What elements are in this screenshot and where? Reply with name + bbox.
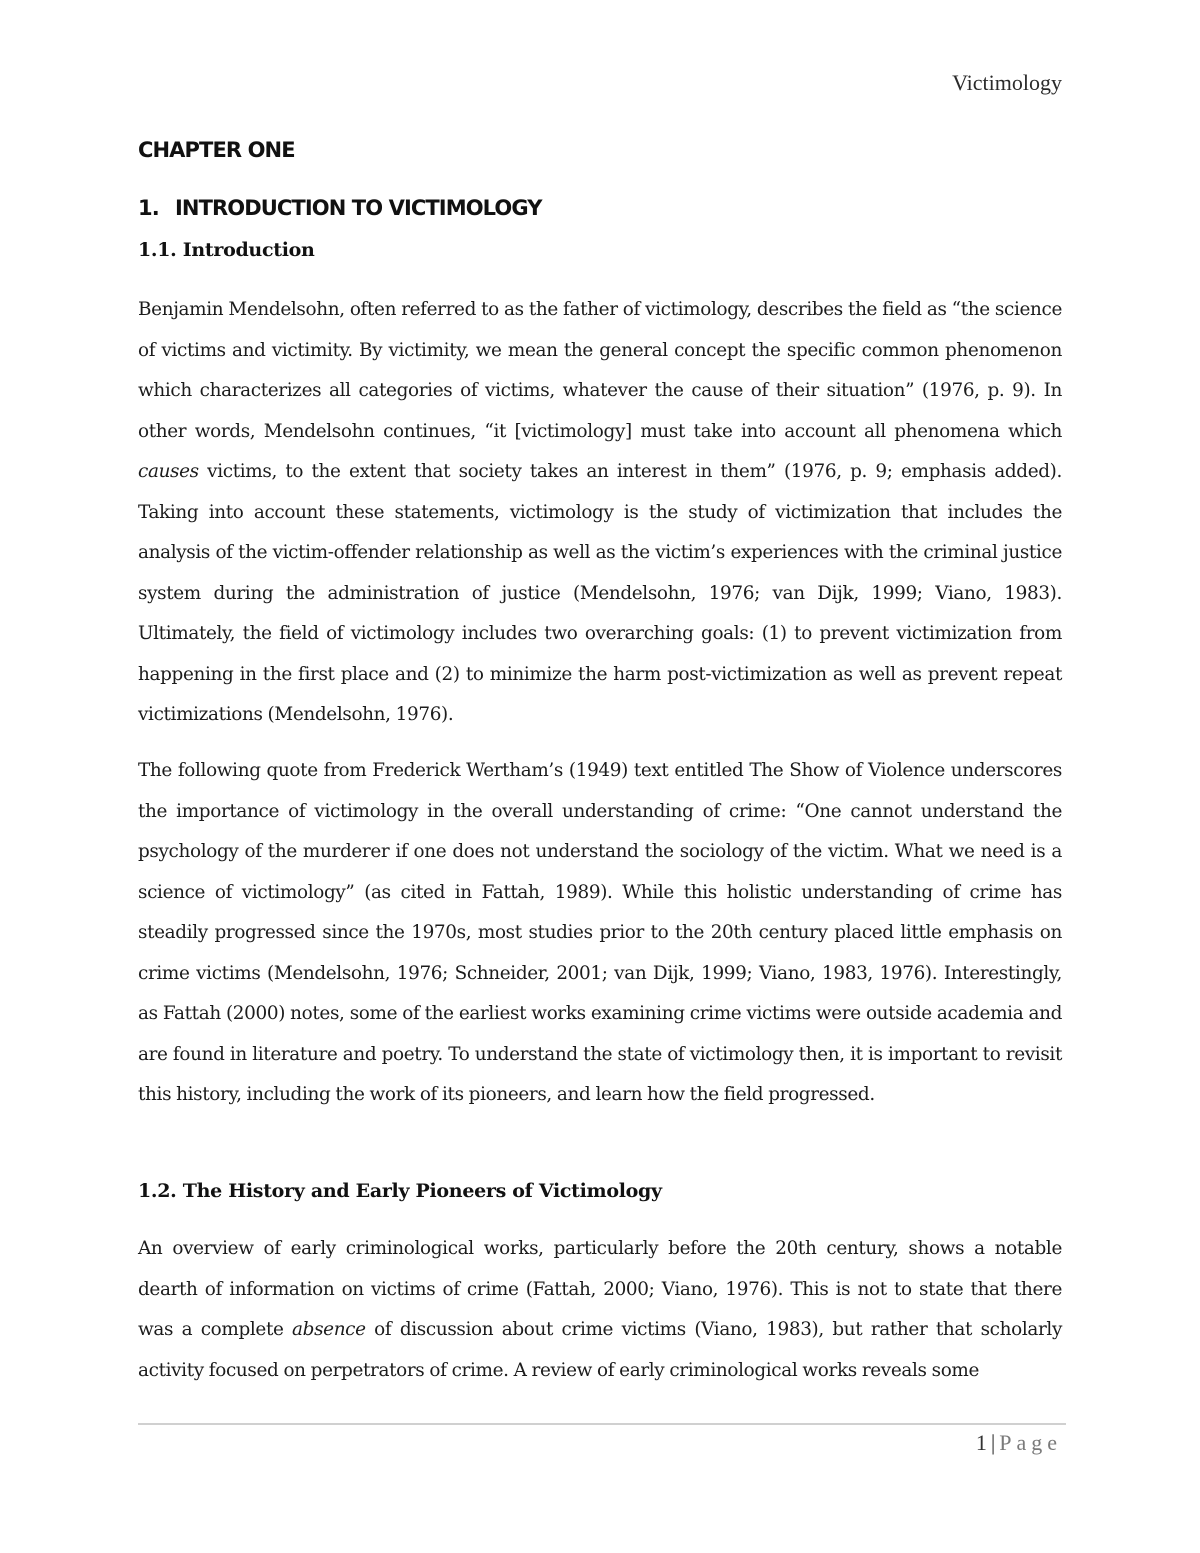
section-number: 1. (138, 196, 159, 220)
page-separator: | (990, 1430, 996, 1455)
footer-divider (138, 1423, 1066, 1425)
emphasis-text: absence (292, 1319, 366, 1340)
paragraph-mendelsohn (138, 290, 1062, 736)
section-heading (138, 196, 542, 220)
running-header: Victimology (952, 70, 1062, 95)
emphasis-text: causes (138, 461, 199, 482)
section-title: INTRODUCTION TO VICTIMOLOGY (175, 196, 542, 220)
paragraph-text: Benjamin Mendelsohn, often referred to as the father of victimology, describes the field as “the science of victims and victimity. By victimity, we mean the general concept the specific common phenomenon which characterizes all categories of victims, whatever the cause of their situation” (1976, p. 9). In other words, Mendelsohn continues, “it [victimology] must take into account all phenomena which (138, 299, 1062, 442)
chapter-title: CHAPTER ONE (138, 138, 295, 162)
paragraph-text: of discussion about crime victims (Viano, 1983), but rather that scholarly activity focused on perpetrators of crime. A review of early criminological works reveals some (138, 1319, 1062, 1381)
paragraph-wertham: The following quote from Frederick Wertham’s (1949) text entitled The Show of Violence underscores the importance of victimology in the overall understanding of crime: “One cannot understand the psychology of the murderer if one does not understand the sociology of the victim. What we need is a science of victimology” (as cited in Fattah, 1989). While this holistic understanding of crime has steadily progressed since the 1970s, most studies prior to the 20th century placed little emphasis on crime victims (Mendelsohn, 1976; Schneider, 2001; van Dijk, 1999; Viano, 1983, 1976). Interestingly, as Fattah (2000) notes, some of the earliest works examining crime victims were outside academia and are found in literature and poetry. To understand the state of victimology then, it is important to revisit this history, including the work of its pioneers, and learn how the field progressed. (138, 760, 1062, 1105)
paragraph-text: An overview of early criminological works, particularly before the 20th century, shows a notable dearth of information on victims of crime (Fattah, 2000; Viano, 1976). This is not to state that there was a complete (138, 1238, 1062, 1340)
paragraph-overview (138, 1229, 1062, 1391)
page-number: 1 (975, 1430, 987, 1455)
subsection-title-introduction: 1.1. Introduction (138, 239, 315, 261)
page-label: Page (999, 1430, 1062, 1455)
page-footer (976, 1430, 1062, 1456)
paragraph-text: victims, to the extent that society takes an interest in them” (1976, p. 9; emphasis added). Taking into account these statements, victimology is the study of victimization that includes the analysis of the victim-offender relationship as well as the victim’s experiences with the criminal justice system during the administration of justice (Mendelsohn, 1976; van Dijk, 1999; Viano, 1983). Ultimately, the field of victimology includes two overarching goals: (1) to prevent victimization from happening in the first place and (2) to minimize the harm post-victimization as well as prevent repeat victimizations (Mendelsohn, 1976). (138, 461, 1062, 725)
subsection-title-history: 1.2. The History and Early Pioneers of Victimology (138, 1180, 662, 1202)
